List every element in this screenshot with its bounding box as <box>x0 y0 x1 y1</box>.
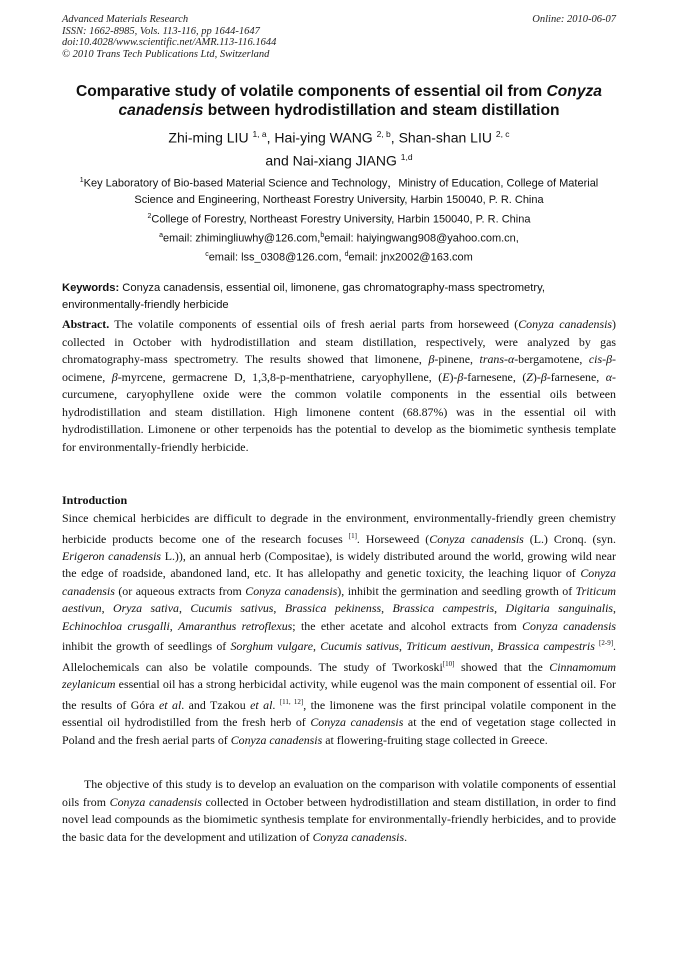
abstract: Abstract. The volatile components of essential oils of fresh aerial parts from horseweed (Conyza canadensis) collected in October with hydrodistillation and steam distillation, respectively, were analyzed by gas chromatography-mass spectrometry. The results showed that limonene, β-pinene, trans-α-bergamotene, cis-β-ocimene, β-myrcene, germacrene D, 1,3,8-p-menthatriene, caryophyllene, (E)-β-farnesene, (Z)-β-farnesene, α-curcumene, caryophyllene oxide were the common volatile components in the essential oils between hydrodistillation and steam distillation. High limonene content (68.87%) was in the essential oil with hydrodistillation. Limonene or other terpenoids has the potential to develop as the biomimetic synthesis template for environmentally-friendly herbicide. <box>62 317 616 454</box>
journal-header <box>62 14 616 60</box>
online-date: Online: 2010-06-07 <box>532 14 616 25</box>
keywords-text: Conyza canadensis, essential oil, limonene, gas chromatography-mass spectrometry, environmentally-friendly herbicide <box>62 282 545 311</box>
author-affil-sup: 2, c <box>495 129 510 139</box>
author-list: Zhi-ming LIU $^{1, a}$, Hai-ying WANG $^{2, b}$, Shan-shan LIU $^{2, c}$ and Nai-xiang JIANG $^{1,d}$ <box>168 129 510 169</box>
affiliation-2: $^2$College of Forestry, Northeast Forestry University, Harbin 150040, P. R. China <box>147 212 531 226</box>
title-species: Conyza canadensis <box>118 83 602 119</box>
intro-paragraph-1: Since chemical herbicides are difficult to degrade in the environment, environmentally-friendly green chemistry herbicide products become one of the research focuses [1]. Horseweed (Conyza canadensis (L.) Cronq. (syn. Erigeron canadensis L.)), an annual herb (Compositae), is widely distributed around the world, growing wild near the edge of roadside, abandoned land, etc. It has allelopathy and genetic toxicity, the leaching liquor of Conyza canadensis (or aqueous extracts from Conyza canadensis), inhibit the germination and seedling growth of Triticum aestivun, Oryza sativa, Cucumis sativus, Brassica pekinenss, Brassica campestris, Digitaria sanguinalis, Echinochloa crusgalli, Amaranthus retroflexus; the ether acetate and alcohol extracts from Conyza canadensis inhibit the growth of seedlings of Sorghum vulgare, Cucumis sativus, Triticum aestivun, Brassica campestris [2-9]. Allelochemicals can also be volatile compounds. The study of Tworkoski[10] showed that the Cinnamomum zeylanicum essential oil has a strong herbicidal activity, while eugenol was the main component of essential oil. For the results of Góra et al. and Tzakou et al. [11, 12], the limonene was the first principal volatile component in the essential oil hydrodistilled from the fresh herb of Conyza canadensis at the end of vegetation stage collected in Poland and the fresh aerial parts of Conyza canadensis at flowering-fruiting stage collected in Greece. <box>62 511 617 747</box>
author-affil-sup: 2, b <box>376 129 391 139</box>
abstract-label: Abstract. <box>62 317 110 331</box>
citation: [11, 12] <box>279 697 304 706</box>
section-heading-introduction: Introduction <box>62 493 128 507</box>
author-name: Zhi-ming LIU <box>168 129 249 146</box>
paper-title: Comparative study of volatile components of essential oil from Conyza canadensis between hydrodistillation and steam distillation <box>76 83 602 119</box>
keywords <box>62 280 616 314</box>
author-affil-sup: 1, a <box>252 129 267 139</box>
doi-line: doi:10.4028/www.scientific.net/AMR.113-116.1644 <box>62 37 277 48</box>
citation: [1] <box>348 531 357 540</box>
affiliations <box>62 173 616 266</box>
author-name: Shan-shan LIU <box>398 129 492 146</box>
copyright-line: © 2010 Trans Tech Publications Ltd, Switzerland <box>62 48 270 60</box>
citation: [2-9] <box>599 639 614 648</box>
keywords-label: Keywords: <box>62 282 120 294</box>
author-name: Hai-ying WANG <box>274 129 373 146</box>
email-line-1: $^a$email: zhimingliuwhy@126.com,$^b$email: haiyingwang908@yahoo.com.cn, <box>159 231 519 245</box>
author-name: Nai-xiang JIANG <box>292 152 397 169</box>
email-line-2: $^c$email: lss_0308@126.com, $^d$email: jnx2002@163.com <box>205 250 473 264</box>
intro-paragraph-2: The objective of this study is to develop an evaluation on the comparison with volatile components of essential oils from Conyza canadensis collected in October between hydrodistillation and steam distillation, in order to find novel lead compounds as the biomimetic synthesis template for environmentally-friendly herbicides, and to provide the basic data for the development and utilization of Conyza canadensis. <box>62 777 616 844</box>
issn-line: ISSN: 1662-8985, Vols. 113-116, pp 1644-1647 <box>62 25 260 37</box>
author-affil-sup: 1,d <box>400 151 413 162</box>
citation: [10] <box>442 659 455 668</box>
affiliation-1: $^1$Key Laboratory of Bio-based Material Science and Technology，Ministry of Education, College of Material Science and Engineering, Northeast Forestry University, Harbin 150040, P. R. China <box>79 177 599 207</box>
journal-name: Advanced Materials Research <box>62 14 189 25</box>
